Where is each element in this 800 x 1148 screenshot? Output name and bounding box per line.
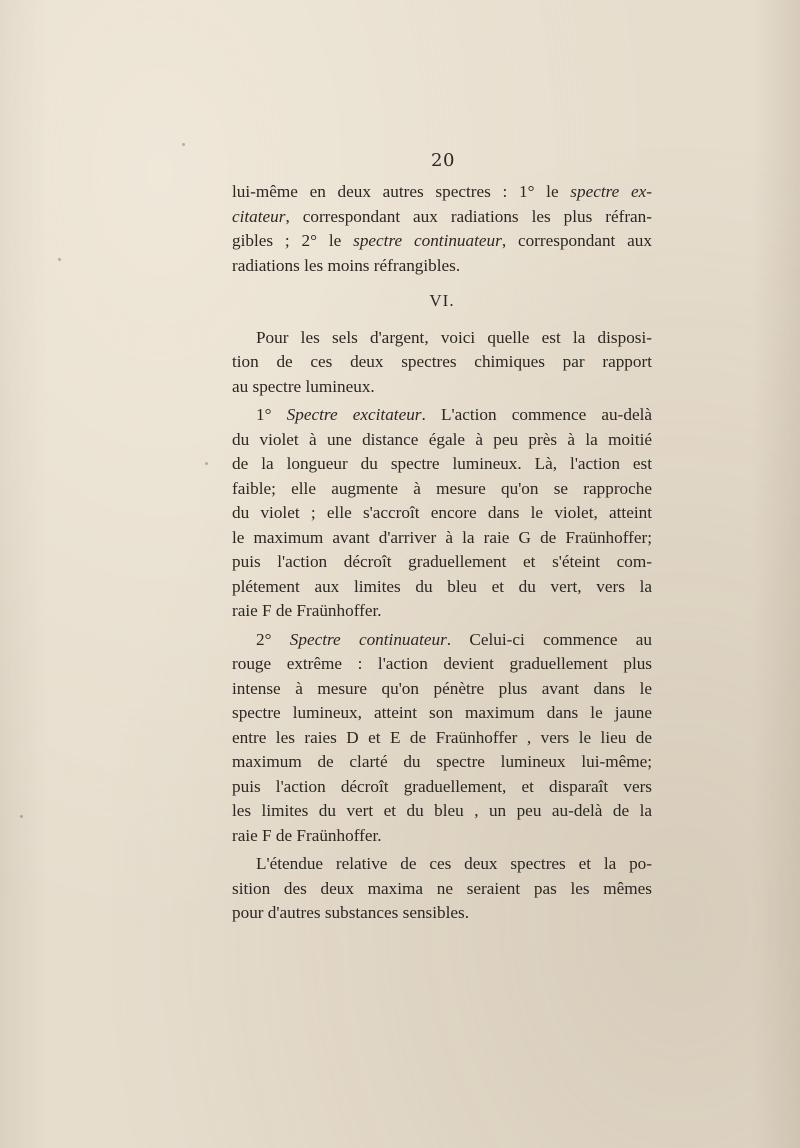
- text-line: rouge extrême : l'action devient graduellement plus: [232, 654, 652, 673]
- page-number: 20: [431, 150, 455, 171]
- italic-term: citateur: [232, 206, 286, 226]
- text-run: 1°: [256, 405, 287, 424]
- paragraph-continuation: [232, 180, 652, 278]
- text-line: le maximum avant d'arriver à la raie G de Fraünhoffer;: [232, 527, 652, 547]
- section-heading: VI.: [429, 291, 455, 310]
- paper-speck: [205, 462, 208, 465]
- text-line: radiations les moins réfrangibles.: [232, 255, 461, 275]
- text-line: [232, 229, 652, 254]
- text-line: du violet à une distance égale à peu près à la moitié: [232, 429, 652, 449]
- text-line: maximum de clarté du spectre lumineux lui-même;: [232, 752, 652, 771]
- text-run: . Celui-ci commence au: [446, 629, 653, 649]
- text-run: . L'action commence au-delà: [421, 405, 652, 424]
- text-line: les limites du vert et du bleu , un peu au-delà de la: [232, 801, 652, 820]
- text-line: au spectre lumineux.: [232, 376, 375, 396]
- text-line: faible; elle augmente à mesure qu'on se rapproche: [232, 478, 652, 498]
- italic-term: spectre ex-: [570, 182, 652, 201]
- text-line: pour d'autres substances sensibles.: [232, 903, 469, 922]
- text-line: sition des deux maxima ne seraient pas les mêmes: [232, 878, 652, 898]
- text-line: Pour les sels d'argent, voici quelle est la disposi-: [256, 327, 652, 347]
- text-line: puis l'action décroît graduellement, et disparaît vers: [232, 776, 652, 796]
- text-line: [232, 205, 652, 230]
- body-text: [232, 180, 652, 926]
- text-run: , correspondant aux radiations les plus réfran-: [285, 206, 652, 226]
- paragraph-disposition: [232, 326, 652, 400]
- text-line: tion de ces deux spectres chimiques par rapport: [232, 352, 652, 371]
- text-line: [232, 628, 652, 653]
- italic-term: Spectre excitateur: [286, 405, 422, 424]
- text-line: raie F de Fraünhoffer.: [232, 601, 382, 620]
- text-run: lui-même en deux autres spectres : 1° le: [232, 182, 571, 201]
- text-run: , correspondant aux: [501, 231, 652, 250]
- italic-term: Spectre continuateur: [289, 629, 447, 649]
- text-line: puis l'action décroît graduellement et s'éteint com-: [232, 552, 652, 571]
- paragraph-spectre-excitateur: [232, 403, 652, 624]
- text-run: 2°: [256, 629, 290, 649]
- text-line: de la longueur du spectre lumineux. Là, l'action est: [232, 454, 652, 473]
- text-line: raie F de Fraünhoffer.: [232, 825, 382, 845]
- paper-speck: [20, 815, 23, 818]
- text-line: du violet ; elle s'accroît encore dans le violet, atteint: [232, 503, 652, 522]
- text-line: plétement aux limites du bleu et du vert, vers la: [232, 576, 652, 596]
- italic-term: spectre continuateur: [353, 231, 502, 250]
- text-line: spectre lumineux, atteint son maximum dans le jaune: [232, 703, 652, 722]
- text-line: entre les raies D et E de Fraünhoffer , vers le lieu de: [232, 727, 652, 747]
- text-run: gibles ; 2° le: [232, 231, 354, 250]
- text-line: intense à mesure qu'on pénètre plus avant dans le: [232, 678, 652, 698]
- paragraph-spectre-continuateur: [232, 628, 652, 849]
- text-line: [232, 403, 652, 428]
- text-line: L'étendue relative de ces deux spectres et la po-: [256, 854, 652, 873]
- paper-speck: [58, 258, 61, 261]
- text-line: [232, 180, 652, 205]
- paper-speck: [182, 143, 185, 146]
- paragraph-etendue: [232, 852, 652, 926]
